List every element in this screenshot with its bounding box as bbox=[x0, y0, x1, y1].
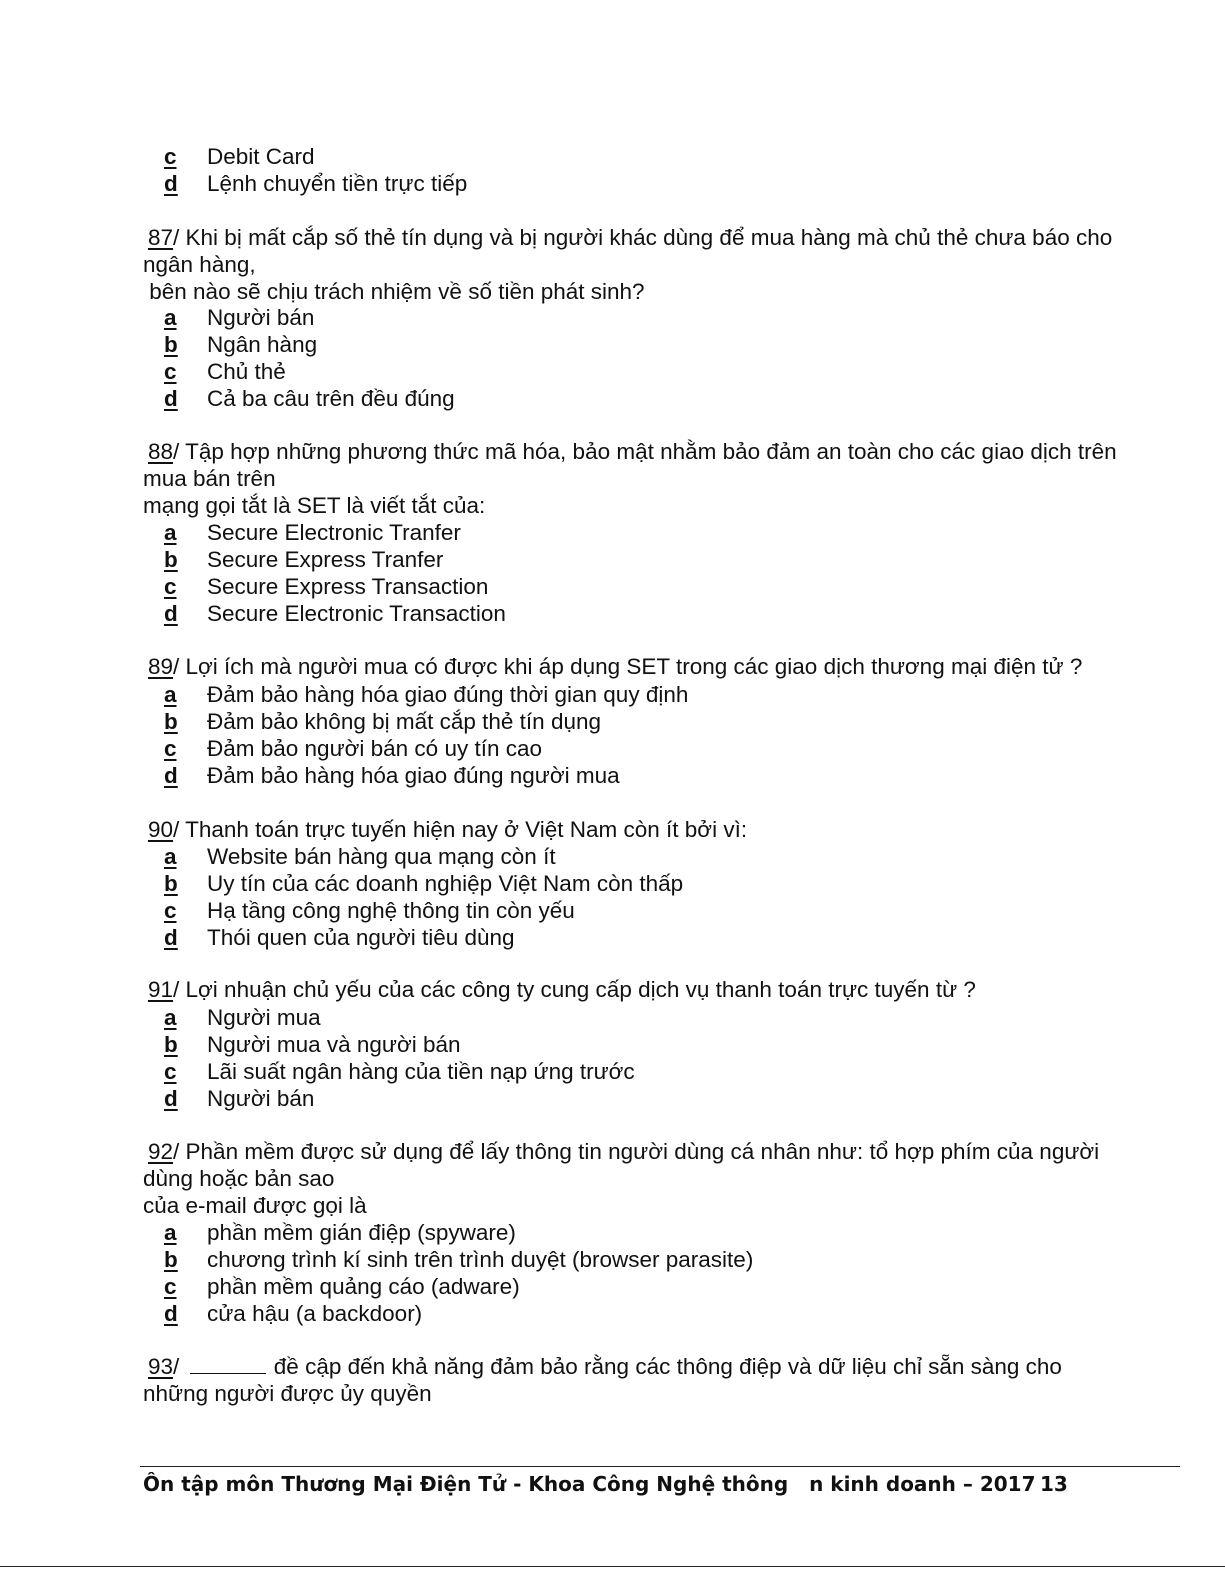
option-text: Người mua và người bán bbox=[207, 1032, 461, 1057]
question-91-options bbox=[164, 1004, 635, 1112]
option-text: Secure Express Transaction bbox=[207, 574, 489, 599]
option-d bbox=[164, 924, 683, 951]
question-number: 91 bbox=[148, 977, 174, 1002]
option-text: cửa hậu (a backdoor) bbox=[207, 1301, 423, 1326]
option-letter: d bbox=[164, 1301, 178, 1326]
option-d bbox=[164, 385, 455, 412]
option-text: Thói quen của người tiêu dùng bbox=[207, 925, 515, 950]
option-letter: b bbox=[164, 1247, 178, 1272]
question-line: 93/ đề cập đến khả năng đảm bảo rằng các thông điệp và dữ liệu chỉ sẵn sàng cho bbox=[148, 1354, 1062, 1379]
option-c bbox=[164, 735, 688, 762]
question-92 bbox=[143, 1138, 1173, 1219]
question-number: 88 bbox=[148, 439, 174, 464]
question-90 bbox=[143, 816, 1173, 843]
option-text: Người bán bbox=[207, 305, 315, 330]
option-letter: c bbox=[164, 359, 177, 384]
question-90-options bbox=[164, 843, 683, 951]
option-text: Hạ tầng công nghệ thông tin còn yếu bbox=[207, 898, 575, 923]
option-c bbox=[164, 897, 683, 924]
option-text: Lệnh chuyển tiền trực tiếp bbox=[207, 171, 468, 196]
option-c bbox=[164, 1058, 635, 1085]
option-letter: c bbox=[164, 1059, 177, 1084]
option-b bbox=[164, 331, 455, 358]
option-text: Người mua bbox=[207, 1005, 321, 1030]
option-letter: d bbox=[164, 1086, 178, 1111]
question-line: của e-mail được gọi là bbox=[143, 1193, 367, 1218]
option-d bbox=[164, 1300, 753, 1327]
option-text: phần mềm gián điệp (spyware) bbox=[207, 1220, 516, 1245]
option-text: Lãi suất ngân hàng của tiền nạp ứng trước bbox=[207, 1059, 635, 1084]
option-text: chương trình kí sinh trên trình duyệt (browser parasite) bbox=[207, 1247, 754, 1272]
question-line: dùng hoặc bản sao bbox=[143, 1166, 335, 1191]
question-number: 93 bbox=[148, 1354, 174, 1379]
option-letter: c bbox=[164, 736, 177, 761]
footer-divider bbox=[140, 1466, 1180, 1467]
prev-question-options bbox=[164, 143, 467, 197]
option-letter: c bbox=[164, 574, 177, 599]
option-text: Đảm bảo không bị mất cắp thẻ tín dụng bbox=[207, 709, 602, 734]
option-text: phần mềm quảng cáo (adware) bbox=[207, 1274, 520, 1299]
option-b bbox=[164, 870, 683, 897]
option-b bbox=[164, 708, 688, 735]
fill-in-blank bbox=[190, 1353, 266, 1374]
option-letter: a bbox=[164, 1005, 177, 1030]
option-letter: d bbox=[164, 925, 178, 950]
option-d bbox=[164, 170, 467, 197]
option-letter: b bbox=[164, 1032, 178, 1057]
option-letter: d bbox=[164, 386, 178, 411]
option-letter: a bbox=[164, 682, 177, 707]
option-c bbox=[164, 358, 455, 385]
option-text: Đảm bảo hàng hóa giao đúng người mua bbox=[207, 763, 620, 788]
option-c bbox=[164, 1273, 753, 1300]
option-a bbox=[164, 1004, 635, 1031]
option-d bbox=[164, 1085, 635, 1112]
option-a bbox=[164, 1219, 753, 1246]
option-text: Đảm bảo người bán có uy tín cao bbox=[207, 736, 543, 761]
question-number: 89 bbox=[148, 654, 174, 679]
option-text: Chủ thẻ bbox=[207, 359, 286, 384]
question-line: 88/ Tập hợp những phương thức mã hóa, bảo mật nhằm bảo đảm an toàn cho các giao dịch trên bbox=[148, 439, 1117, 464]
question-88 bbox=[143, 438, 1173, 519]
option-text: Secure Electronic Tranfer bbox=[207, 520, 461, 545]
option-a bbox=[164, 681, 688, 708]
question-number: 92 bbox=[148, 1139, 174, 1164]
option-a bbox=[164, 843, 683, 870]
question-87 bbox=[143, 224, 1173, 305]
question-line: ngân hàng, bbox=[143, 252, 256, 277]
option-letter: b bbox=[164, 547, 178, 572]
option-text: Ngân hàng bbox=[207, 332, 318, 357]
question-number: 90 bbox=[148, 817, 174, 842]
option-letter: a bbox=[164, 305, 177, 330]
option-text: Uy tín của các doanh nghiệp Việt Nam còn thấp bbox=[207, 871, 684, 896]
footer-title: Ôn tập môn Thương Mại Điện Tử - Khoa Công Nghệ thông n kinh doanh – 2017 bbox=[143, 1472, 1036, 1496]
question-line: mạng gọi tắt là SET là viết tắt của: bbox=[143, 493, 486, 518]
option-letter: c bbox=[164, 144, 177, 169]
option-text: Secure Electronic Transaction bbox=[207, 601, 506, 626]
question-93 bbox=[143, 1353, 1173, 1407]
option-text: Debit Card bbox=[207, 144, 315, 169]
option-letter: b bbox=[164, 332, 178, 357]
question-88-options bbox=[164, 519, 506, 627]
option-letter: d bbox=[164, 601, 178, 626]
option-text: Website bán hàng qua mạng còn ít bbox=[207, 844, 556, 869]
question-line: 90/ Thanh toán trực tuyến hiện nay ở Việt Nam còn ít bởi vì: bbox=[148, 817, 748, 842]
question-line: mua bán trên bbox=[143, 466, 276, 491]
option-a bbox=[164, 519, 506, 546]
question-89-options bbox=[164, 681, 688, 789]
option-b bbox=[164, 1246, 753, 1273]
question-line: 89/ Lợi ích mà người mua có được khi áp dụng SET trong các giao dịch thương mại điện tử ? bbox=[148, 654, 1083, 679]
option-letter: a bbox=[164, 844, 177, 869]
option-c bbox=[164, 143, 467, 170]
option-text: Người bán bbox=[207, 1086, 315, 1111]
option-letter: a bbox=[164, 520, 177, 545]
page-edge-line bbox=[0, 1566, 1225, 1567]
option-text: Secure Express Tranfer bbox=[207, 547, 444, 572]
option-letter: b bbox=[164, 709, 178, 734]
option-text: Đảm bảo hàng hóa giao đúng thời gian quy định bbox=[207, 682, 689, 707]
question-87-options bbox=[164, 304, 455, 412]
page-number: 13 bbox=[1040, 1472, 1068, 1496]
question-number: 87 bbox=[148, 225, 174, 250]
option-letter: d bbox=[164, 171, 178, 196]
option-letter: c bbox=[164, 1274, 177, 1299]
option-b bbox=[164, 1031, 635, 1058]
option-letter: c bbox=[164, 898, 177, 923]
option-d bbox=[164, 600, 506, 627]
question-line: những người được ủy quyền bbox=[143, 1381, 432, 1406]
question-line: 91/ Lợi nhuận chủ yếu của các công ty cung cấp dịch vụ thanh toán trực tuyến từ ? bbox=[148, 977, 976, 1002]
option-c bbox=[164, 573, 506, 600]
question-line: bên nào sẽ chịu trách nhiệm về số tiền phát sinh? bbox=[143, 279, 645, 304]
question-line: 87/ Khi bị mất cắp số thẻ tín dụng và bị người khác dùng để mua hàng mà chủ thẻ chưa báo cho bbox=[148, 225, 1113, 250]
option-letter: d bbox=[164, 763, 178, 788]
option-letter: a bbox=[164, 1220, 177, 1245]
question-92-options bbox=[164, 1219, 753, 1327]
option-text: Cả ba câu trên đều đúng bbox=[207, 386, 455, 411]
option-d bbox=[164, 762, 688, 789]
question-line: 92/ Phần mềm được sử dụng để lấy thông tin người dùng cá nhân như: tổ hợp phím của người bbox=[148, 1139, 1100, 1164]
question-91 bbox=[143, 976, 1173, 1003]
option-letter: b bbox=[164, 871, 178, 896]
option-a bbox=[164, 304, 455, 331]
option-b bbox=[164, 546, 506, 573]
question-89 bbox=[143, 653, 1173, 680]
